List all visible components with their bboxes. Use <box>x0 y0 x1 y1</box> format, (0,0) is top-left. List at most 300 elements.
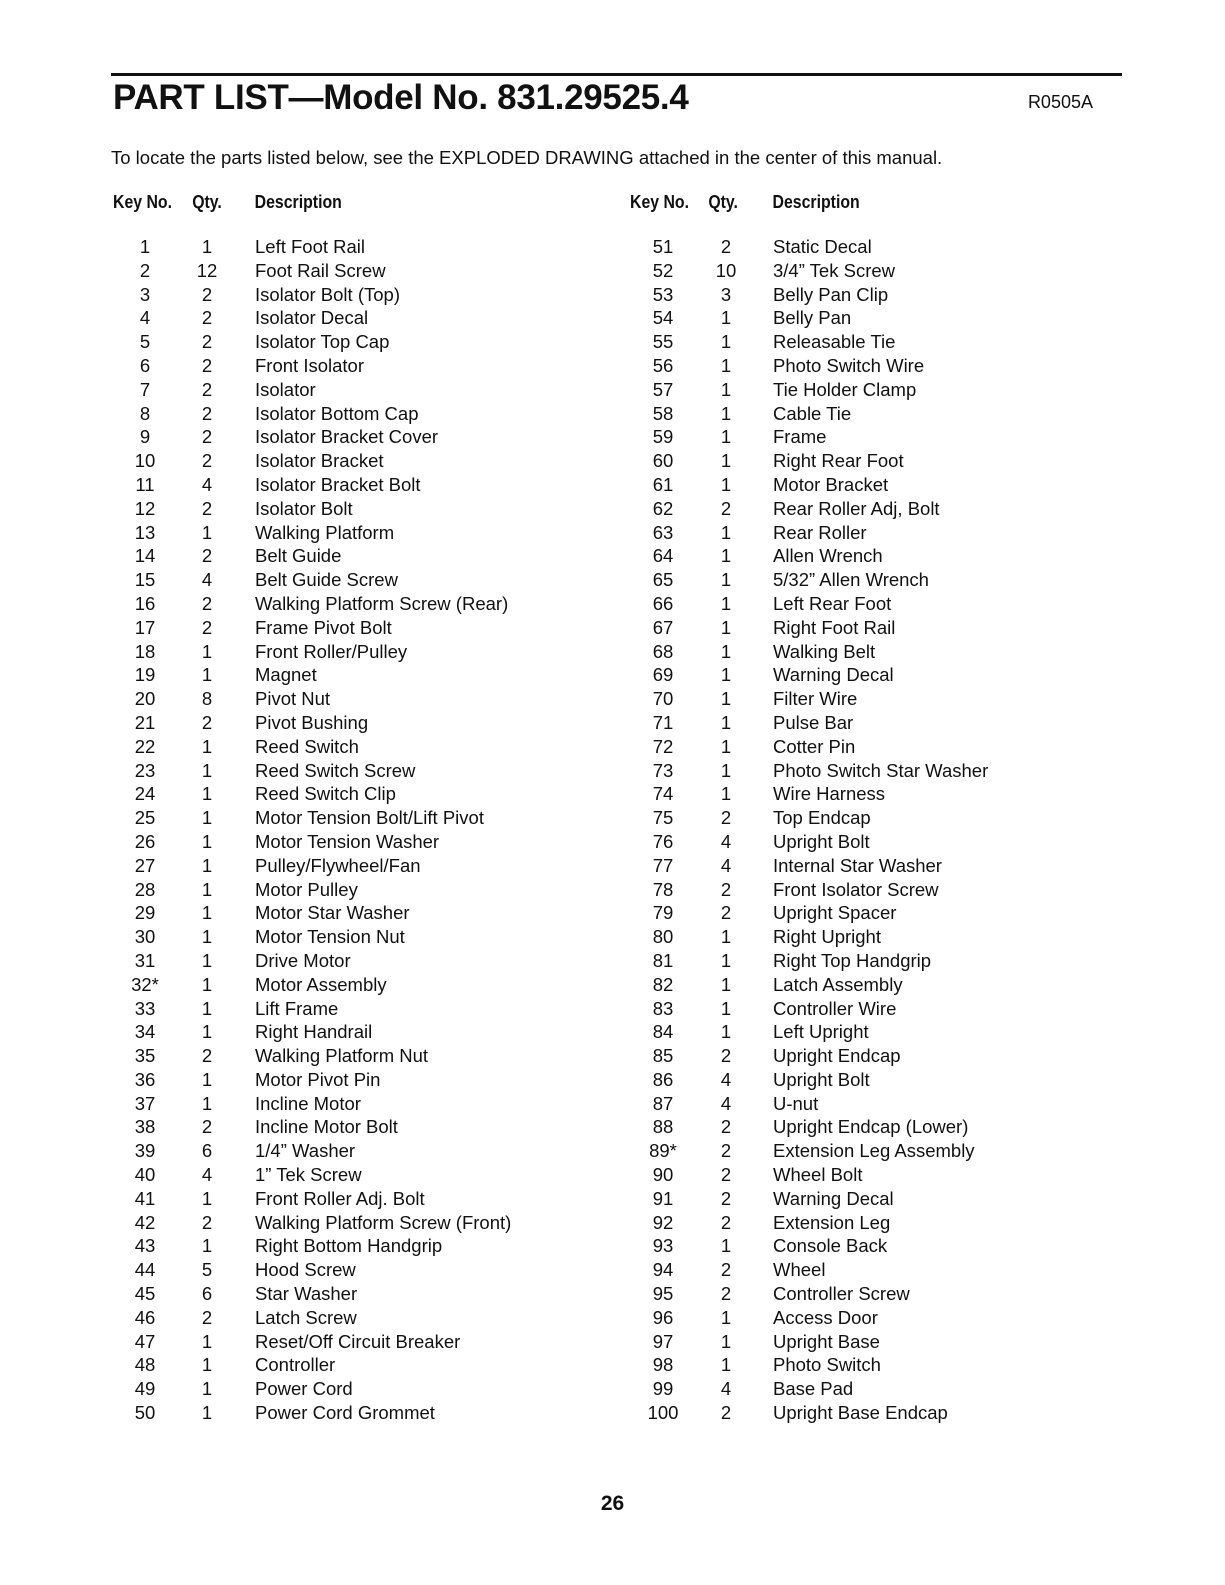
description-cell: Cotter Pin <box>773 735 856 757</box>
qty-cell: 1 <box>201 878 213 900</box>
key-no-cell: 25 <box>134 807 156 829</box>
key-no-cell: 43 <box>134 1235 156 1257</box>
qty-cell: 4 <box>201 569 213 591</box>
description-cell: Controller Screw <box>773 1283 910 1305</box>
qty-cell: 2 <box>201 1045 213 1067</box>
qty-cell: 4 <box>720 1092 732 1114</box>
qty-cell: 4 <box>720 854 732 876</box>
qty-cell: 1 <box>720 759 732 781</box>
description-cell: Wheel <box>773 1259 826 1281</box>
description-cell: Drive Motor <box>255 949 351 971</box>
qty-cell: 1 <box>201 1354 213 1376</box>
qty-cell: 1 <box>201 854 213 876</box>
description-cell: Right Foot Rail <box>773 616 896 638</box>
qty-cell: 2 <box>201 283 213 305</box>
description-cell: Photo Switch Wire <box>773 354 925 376</box>
qty-cell: 2 <box>201 378 213 400</box>
qty-cell: 1 <box>201 783 213 805</box>
qty-cell: 2 <box>720 902 732 924</box>
qty-cell: 1 <box>201 735 213 757</box>
key-no-cell: 21 <box>134 711 156 733</box>
qty-cell: 2 <box>201 1116 213 1138</box>
description-cell: Front Roller Adj. Bolt <box>255 1187 425 1209</box>
qty-cell: 1 <box>720 640 732 662</box>
description-cell: Motor Pulley <box>255 878 358 900</box>
qty-cell: 2 <box>720 236 732 257</box>
key-no-cell: 91 <box>652 1187 674 1209</box>
description-cell: Front Isolator Screw <box>773 878 939 900</box>
qty-cell: 4 <box>201 1164 213 1186</box>
description-cell: Warning Decal <box>773 664 894 686</box>
key-no-cell: 10 <box>134 450 156 472</box>
key-no-cell: 39 <box>134 1140 156 1162</box>
description-cell: Access Door <box>773 1306 878 1328</box>
key-no-cell: 52 <box>652 259 674 281</box>
key-no-cell: 96 <box>652 1306 674 1328</box>
key-no-cell: 16 <box>134 592 156 614</box>
qty-cell: 1 <box>201 236 213 257</box>
key-no-cell: 13 <box>134 521 156 543</box>
description-cell: Reset/Off Circuit Breaker <box>255 1330 461 1352</box>
key-no-cell: 69 <box>652 664 674 686</box>
description-cell: Frame <box>773 426 827 448</box>
header-qty: Qty. <box>192 192 222 212</box>
key-no-cell: 15 <box>134 569 156 591</box>
key-no-cell: 44 <box>134 1259 156 1281</box>
qty-cell: 1 <box>201 664 213 686</box>
key-no-cell: 68 <box>652 640 674 662</box>
qty-cell: 1 <box>720 973 732 995</box>
key-no-cell: 8 <box>139 402 151 424</box>
description-cell: Right Upright <box>773 926 881 948</box>
qty-cell: 1 <box>720 426 732 448</box>
key-no-cell: 93 <box>652 1235 674 1257</box>
qty-cell: 1 <box>720 307 732 329</box>
description-cell: Photo Switch Star Washer <box>773 759 989 781</box>
qty-cell: 1 <box>201 830 213 852</box>
qty-cell: 1 <box>720 783 732 805</box>
key-no-cell: 81 <box>652 949 674 971</box>
key-no-cell: 2 <box>139 259 151 281</box>
key-no-cell: 86 <box>652 1068 674 1090</box>
key-no-cell: 83 <box>652 997 674 1019</box>
description-cell: Latch Assembly <box>773 973 903 995</box>
description-cell: Reed Switch <box>255 735 359 757</box>
qty-cell: 1 <box>720 354 732 376</box>
description-cell: Isolator Bracket Cover <box>255 426 439 448</box>
description-cell: Motor Tension Washer <box>255 830 440 852</box>
description-cell: Left Foot Rail <box>255 236 366 257</box>
key-no-cell: 90 <box>652 1164 674 1186</box>
description-cell: Left Rear Foot <box>773 592 892 614</box>
description-cell: Frame Pivot Bolt <box>255 616 392 638</box>
description-cell: Upright Base <box>773 1330 880 1352</box>
header-key-no: Key No. <box>630 192 689 212</box>
qty-cell: 1 <box>201 1068 213 1090</box>
description-cell: Reed Switch Screw <box>255 759 416 781</box>
key-no-cell: 6 <box>139 354 151 376</box>
key-no-cell: 48 <box>134 1354 156 1376</box>
key-no-cell: 72 <box>652 735 674 757</box>
key-no-cell: 26 <box>134 830 156 852</box>
qty-cell: 1 <box>720 1354 732 1376</box>
description-cell: Upright Bolt <box>773 830 870 852</box>
qty-cell: 2 <box>201 592 213 614</box>
key-no-cell: 94 <box>652 1259 674 1281</box>
description-cell: Extension Leg Assembly <box>773 1140 975 1162</box>
key-no-cell: 99 <box>652 1378 674 1400</box>
qty-cell: 2 <box>720 1140 732 1162</box>
qty-cell: 5 <box>201 1259 213 1281</box>
qty-cell: 1 <box>720 1235 732 1257</box>
qty-cell: 2 <box>720 878 732 900</box>
qty-cell: 2 <box>201 426 213 448</box>
qty-cell: 1 <box>720 569 732 591</box>
description-cell: Pivot Bushing <box>255 711 369 733</box>
key-no-cell: 42 <box>134 1211 156 1233</box>
key-no-cell: 100 <box>647 1402 679 1424</box>
qty-cell: 1 <box>720 735 732 757</box>
description-cell: Cable Tie <box>773 402 852 424</box>
qty-cell: 1 <box>720 450 732 472</box>
description-cell: Walking Platform Screw (Front) <box>255 1211 512 1233</box>
qty-cell: 2 <box>720 1187 732 1209</box>
description-cell: Isolator <box>255 378 316 400</box>
qty-cell: 2 <box>720 1402 732 1424</box>
form-code: R0505A <box>1027 92 1093 112</box>
key-no-cell: 89* <box>649 1140 677 1162</box>
qty-cell: 2 <box>720 807 732 829</box>
description-cell: Star Washer <box>255 1283 358 1305</box>
key-no-cell: 23 <box>134 759 156 781</box>
description-cell: Rear Roller <box>773 521 867 543</box>
qty-cell: 1 <box>201 807 213 829</box>
qty-cell: 4 <box>201 473 213 495</box>
key-no-cell: 30 <box>134 926 156 948</box>
key-no-cell: 31 <box>134 949 156 971</box>
key-no-cell: 75 <box>652 807 674 829</box>
description-cell: Magnet <box>255 664 317 686</box>
key-no-cell: 84 <box>652 1021 674 1043</box>
key-no-cell: 20 <box>134 688 156 710</box>
qty-cell: 2 <box>201 354 213 376</box>
qty-cell: 10 <box>715 259 737 281</box>
description-cell: Tie Holder Clamp <box>773 378 917 400</box>
description-cell: Controller Wire <box>773 997 897 1019</box>
qty-cell: 1 <box>201 759 213 781</box>
description-cell: Right Rear Foot <box>773 450 904 472</box>
qty-cell: 1 <box>201 949 213 971</box>
qty-cell: 1 <box>720 664 732 686</box>
qty-cell: 1 <box>720 378 732 400</box>
qty-cell: 2 <box>720 1164 732 1186</box>
description-cell: Photo Switch <box>773 1354 881 1376</box>
key-no-cell: 17 <box>134 616 156 638</box>
qty-cell: 2 <box>201 450 213 472</box>
qty-cell: 1 <box>201 1330 213 1352</box>
key-no-cell: 45 <box>134 1283 156 1305</box>
qty-cell: 1 <box>201 640 213 662</box>
description-cell: Top Endcap <box>773 807 871 829</box>
description-cell: Console Back <box>773 1235 888 1257</box>
description-cell: Motor Bracket <box>773 473 889 495</box>
key-no-cell: 95 <box>652 1283 674 1305</box>
description-cell: Motor Tension Nut <box>255 926 405 948</box>
key-no-cell: 63 <box>652 521 674 543</box>
qty-cell: 2 <box>201 616 213 638</box>
description-cell: Incline Motor Bolt <box>255 1116 398 1138</box>
key-no-cell: 71 <box>652 711 674 733</box>
qty-cell: 1 <box>720 688 732 710</box>
key-no-cell: 58 <box>652 402 674 424</box>
description-cell: 3/4” Tek Screw <box>773 259 896 281</box>
description-cell: Upright Endcap (Lower) <box>773 1116 969 1138</box>
description-cell: Front Isolator <box>255 354 364 376</box>
header-key-no: Key No. <box>113 192 172 212</box>
key-no-cell: 19 <box>134 664 156 686</box>
qty-cell: 1 <box>201 1021 213 1043</box>
qty-cell: 2 <box>720 1283 732 1305</box>
qty-cell: 1 <box>201 1092 213 1114</box>
description-cell: Upright Base Endcap <box>773 1402 948 1424</box>
qty-cell: 4 <box>720 830 732 852</box>
description-cell: Isolator Bottom Cap <box>255 402 419 424</box>
qty-cell: 2 <box>720 1259 732 1281</box>
description-cell: Walking Platform <box>255 521 395 543</box>
intro-text: To locate the parts listed below, see the EXPLODED DRAWING attached in the center of this manual. <box>111 147 943 168</box>
qty-cell: 1 <box>201 1235 213 1257</box>
description-cell: Internal Star Washer <box>773 854 942 876</box>
description-cell: 5/32” Allen Wrench <box>773 569 929 591</box>
qty-cell: 12 <box>196 259 218 281</box>
key-no-cell: 85 <box>652 1045 674 1067</box>
key-no-cell: 1 <box>139 236 151 257</box>
description-cell: Upright Spacer <box>773 902 897 924</box>
description-cell: Power Cord <box>255 1378 353 1400</box>
key-no-cell: 59 <box>652 426 674 448</box>
description-cell: Isolator Top Cap <box>255 331 390 353</box>
key-no-cell: 82 <box>652 973 674 995</box>
qty-cell: 1 <box>720 1330 732 1352</box>
description-cell: Isolator Bolt (Top) <box>255 283 400 305</box>
key-no-cell: 61 <box>652 473 674 495</box>
key-no-cell: 73 <box>652 759 674 781</box>
key-no-cell: 18 <box>134 640 156 662</box>
description-cell: Isolator Bracket Bolt <box>255 473 421 495</box>
key-no-cell: 97 <box>652 1330 674 1352</box>
qty-cell: 1 <box>201 1378 213 1400</box>
qty-cell: 2 <box>720 1045 732 1067</box>
key-no-cell: 47 <box>134 1330 156 1352</box>
qty-cell: 6 <box>201 1283 213 1305</box>
qty-cell: 1 <box>720 1021 732 1043</box>
key-no-cell: 46 <box>134 1306 156 1328</box>
description-cell: Right Top Handgrip <box>773 949 932 971</box>
description-cell: Belt Guide Screw <box>255 569 398 591</box>
page-number: 26 <box>600 1492 625 1515</box>
key-no-cell: 98 <box>652 1354 674 1376</box>
description-cell: 1” Tek Screw <box>255 1164 362 1186</box>
qty-cell: 1 <box>720 473 732 495</box>
key-no-cell: 78 <box>652 878 674 900</box>
key-no-cell: 67 <box>652 616 674 638</box>
qty-cell: 1 <box>720 1306 732 1328</box>
qty-cell: 1 <box>201 1402 213 1424</box>
key-no-cell: 3 <box>139 283 151 305</box>
description-cell: Belly Pan Clip <box>773 283 889 305</box>
key-no-cell: 76 <box>652 830 674 852</box>
description-cell: Pulse Bar <box>773 711 854 733</box>
header-description: Description <box>772 192 860 212</box>
key-no-cell: 64 <box>652 545 674 567</box>
key-no-cell: 79 <box>652 902 674 924</box>
key-no-cell: 14 <box>134 545 156 567</box>
key-no-cell: 38 <box>134 1116 156 1138</box>
qty-cell: 1 <box>720 521 732 543</box>
key-no-cell: 74 <box>652 783 674 805</box>
key-no-cell: 50 <box>134 1402 156 1424</box>
description-cell: Wire Harness <box>773 783 886 805</box>
qty-cell: 1 <box>720 545 732 567</box>
key-no-cell: 55 <box>652 331 674 353</box>
description-cell: 1/4” Washer <box>255 1140 356 1162</box>
description-cell: Static Decal <box>773 236 872 257</box>
qty-cell: 4 <box>720 1378 732 1400</box>
key-no-cell: 62 <box>652 497 674 519</box>
description-cell: Walking Platform Screw (Rear) <box>255 592 509 614</box>
description-cell: Front Roller/Pulley <box>255 640 408 662</box>
description-cell: Releasable Tie <box>773 331 896 353</box>
qty-cell: 2 <box>201 1306 213 1328</box>
key-no-cell: 41 <box>134 1187 156 1209</box>
key-no-cell: 70 <box>652 688 674 710</box>
qty-cell: 2 <box>201 497 213 519</box>
description-cell: Upright Bolt <box>773 1068 870 1090</box>
description-cell: Walking Belt <box>773 640 876 662</box>
qty-cell: 1 <box>201 902 213 924</box>
key-no-cell: 5 <box>139 331 151 353</box>
qty-cell: 2 <box>720 497 732 519</box>
qty-cell: 2 <box>201 711 213 733</box>
description-cell: Lift Frame <box>255 997 339 1019</box>
description-cell: Wheel Bolt <box>773 1164 863 1186</box>
description-cell: Hood Screw <box>255 1259 356 1281</box>
key-no-cell: 32* <box>131 973 159 995</box>
description-cell: Latch Screw <box>255 1306 357 1328</box>
qty-cell: 1 <box>201 1187 213 1209</box>
key-no-cell: 22 <box>134 735 156 757</box>
description-cell: Extension Leg <box>773 1211 891 1233</box>
qty-cell: 1 <box>720 402 732 424</box>
qty-cell: 2 <box>201 331 213 353</box>
key-no-cell: 51 <box>652 236 674 257</box>
key-no-cell: 56 <box>652 354 674 376</box>
description-cell: Isolator Bracket <box>255 450 384 472</box>
key-no-cell: 92 <box>652 1211 674 1233</box>
description-cell: Controller <box>255 1354 336 1376</box>
key-no-cell: 49 <box>134 1378 156 1400</box>
qty-cell: 1 <box>201 997 213 1019</box>
description-cell: U-nut <box>773 1092 819 1114</box>
description-cell: Power Cord Grommet <box>255 1402 435 1424</box>
qty-cell: 2 <box>201 402 213 424</box>
key-no-cell: 66 <box>652 592 674 614</box>
key-no-cell: 33 <box>134 997 156 1019</box>
qty-cell: 1 <box>720 997 732 1019</box>
key-no-cell: 57 <box>652 378 674 400</box>
qty-cell: 1 <box>720 711 732 733</box>
key-no-cell: 28 <box>134 878 156 900</box>
key-no-cell: 4 <box>139 307 151 329</box>
key-no-cell: 54 <box>652 307 674 329</box>
key-no-cell: 37 <box>134 1092 156 1114</box>
description-cell: Filter Wire <box>773 688 858 710</box>
description-cell: Motor Tension Bolt/Lift Pivot <box>255 807 484 829</box>
description-cell: Rear Roller Adj, Bolt <box>773 497 940 519</box>
key-no-cell: 7 <box>139 378 151 400</box>
key-no-cell: 53 <box>652 283 674 305</box>
description-cell: Belly Pan <box>773 307 852 329</box>
qty-cell: 8 <box>201 688 213 710</box>
qty-cell: 1 <box>720 592 732 614</box>
key-no-cell: 40 <box>134 1164 156 1186</box>
qty-cell: 2 <box>201 1211 213 1233</box>
qty-cell: 1 <box>720 616 732 638</box>
key-no-cell: 12 <box>134 497 156 519</box>
description-cell: Base Pad <box>773 1378 854 1400</box>
description-cell: Right Handrail <box>255 1021 373 1043</box>
key-no-cell: 35 <box>134 1045 156 1067</box>
header-qty: Qty. <box>708 192 738 212</box>
qty-cell: 2 <box>201 545 213 567</box>
description-cell: Motor Star Washer <box>255 902 410 924</box>
description-cell: Motor Assembly <box>255 973 387 995</box>
description-cell: Motor Pivot Pin <box>255 1068 381 1090</box>
description-cell: Reed Switch Clip <box>255 783 396 805</box>
key-no-cell: 34 <box>134 1021 156 1043</box>
key-no-cell: 65 <box>652 569 674 591</box>
qty-cell: 1 <box>201 521 213 543</box>
description-cell: Warning Decal <box>773 1187 894 1209</box>
qty-cell: 1 <box>201 926 213 948</box>
description-cell: Pivot Nut <box>255 688 331 710</box>
description-cell: Right Bottom Handgrip <box>255 1235 443 1257</box>
qty-cell: 2 <box>720 1116 732 1138</box>
description-cell: Upright Endcap <box>773 1045 901 1067</box>
key-no-cell: 77 <box>652 854 674 876</box>
qty-cell: 2 <box>201 307 213 329</box>
description-cell: Incline Motor <box>255 1092 361 1114</box>
key-no-cell: 36 <box>134 1068 156 1090</box>
description-cell: Isolator Decal <box>255 307 369 329</box>
qty-cell: 2 <box>720 1211 732 1233</box>
key-no-cell: 88 <box>652 1116 674 1138</box>
description-cell: Isolator Bolt <box>255 497 353 519</box>
qty-cell: 1 <box>720 949 732 971</box>
qty-cell: 4 <box>720 1068 732 1090</box>
key-no-cell: 11 <box>135 473 155 495</box>
qty-cell: 6 <box>201 1140 213 1162</box>
key-no-cell: 9 <box>139 426 151 448</box>
description-cell: Belt Guide <box>255 545 342 567</box>
key-no-cell: 24 <box>134 783 156 805</box>
page-title: PART LIST—Model No. 831.29525.4 <box>113 78 689 117</box>
qty-cell: 1 <box>720 926 732 948</box>
key-no-cell: 29 <box>134 902 156 924</box>
description-cell: Foot Rail Screw <box>255 259 386 281</box>
key-no-cell: 27 <box>134 854 156 876</box>
description-cell: Walking Platform Nut <box>255 1045 429 1067</box>
